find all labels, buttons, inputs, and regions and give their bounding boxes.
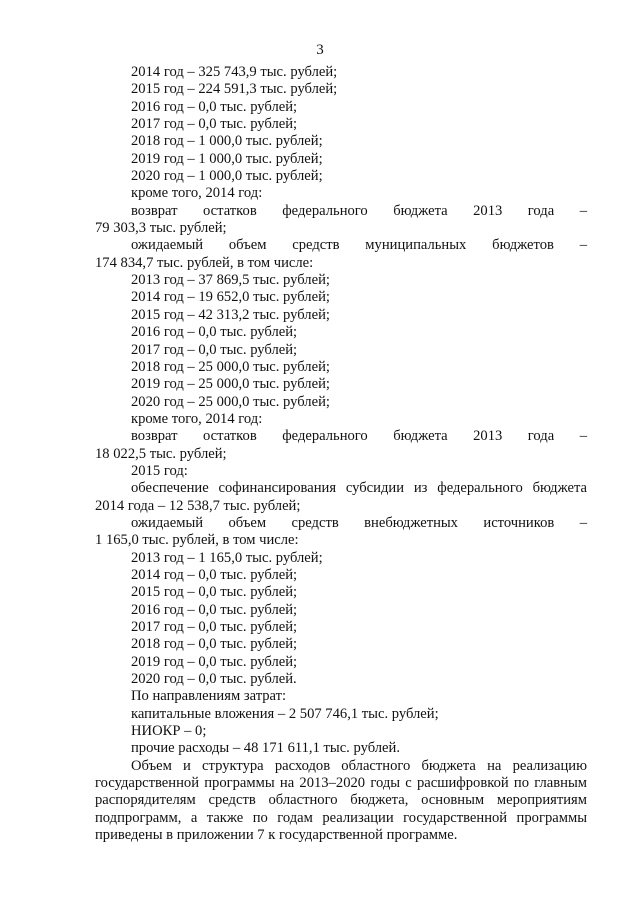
text-line: 2020 год – 1 000,0 тыс. рублей; — [131, 168, 323, 185]
text-line: 2014 год – 19 652,0 тыс. рублей; — [131, 289, 330, 306]
text-line: 2016 год – 0,0 тыс. рублей; — [131, 324, 298, 341]
text-line: 2017 год – 0,0 тыс. рублей; — [131, 116, 298, 133]
text-line: По направлениям затрат: — [131, 688, 287, 705]
text-line: 79 303,3 тыс. рублей; — [95, 220, 227, 237]
text-line: 2017 год – 0,0 тыс. рублей; — [131, 341, 298, 358]
text-line: 2014 год – 0,0 тыс. рублей; — [131, 566, 298, 583]
text-line: возврат остатков федерального бюджета 2013 года – — [131, 428, 587, 445]
text-line: 2013 год – 1 165,0 тыс. рублей; — [131, 549, 323, 566]
text-line: кроме того, 2014 год: — [131, 410, 263, 427]
text-line: 2017 год – 0,0 тыс. рублей; — [131, 619, 298, 635]
budget-lines — [95, 64, 587, 758]
text-line: 2014 год – 325 743,9 тыс. рублей; — [131, 64, 338, 80]
text-line: ожидаемый объем средств внебюджетных источников – — [131, 514, 587, 531]
text-line: 2018 год – 0,0 тыс. рублей; — [131, 636, 298, 653]
text-line: прочие расходы – 48 171 611,1 тыс. рублей. — [131, 740, 400, 757]
page-number: 3 — [316, 42, 324, 58]
text-line: кроме того, 2014 год: — [131, 185, 263, 202]
text-line: капитальные вложения – 2 507 746,1 тыс. рублей; — [131, 705, 439, 722]
text-line: НИОКР – 0; — [131, 723, 207, 740]
text-line: 2015 год – 0,0 тыс. рублей; — [131, 584, 298, 601]
text-line: обеспечение софинансирования субсидии из федерального бюджета — [131, 480, 587, 497]
text-line: 2018 год – 25 000,0 тыс. рублей; — [131, 358, 330, 375]
text-line: 2015 год – 224 591,3 тыс. рублей; — [131, 81, 338, 98]
text-line: 2019 год – 0,0 тыс. рублей; — [131, 653, 298, 670]
text-line: 2019 год – 25 000,0 тыс. рублей; — [131, 376, 330, 393]
text-line: 174 834,7 тыс. рублей, в том числе: — [95, 254, 314, 271]
closing-paragraph: Объем и структура расходов областного бюджета на реализацию государственной программы на 2013–2020 годы с расшифровкой по главным распорядителям средств областного бюджета, основным мероприятиям подпрограмм, а также по годам реализации государственной программы приведены в приложении 7 к государственной программе. — [95, 757, 587, 844]
text-line: 2018 год – 1 000,0 тыс. рублей; — [131, 133, 323, 150]
text-line: 18 022,5 тыс. рублей; — [95, 445, 227, 462]
text-line: возврат остатков федерального бюджета 2013 года – — [131, 202, 587, 219]
text-line: 2016 год – 0,0 тыс. рублей; — [131, 601, 298, 618]
text-line: 2015 год: — [131, 462, 188, 479]
text-line: 2015 год – 42 313,2 тыс. рублей; — [131, 306, 330, 323]
text-line: 2019 год – 1 000,0 тыс. рублей; — [131, 150, 323, 167]
text-line: 2014 года – 12 538,7 тыс. рублей; — [95, 497, 301, 514]
text-line: ожидаемый объем средств муниципальных бюджетов – — [131, 237, 587, 254]
text-line: 1 165,0 тыс. рублей, в том числе: — [95, 532, 299, 549]
text-line: 2016 год – 0,0 тыс. рублей; — [131, 98, 298, 115]
document-body — [95, 64, 587, 844]
text-line: 2020 год – 25 000,0 тыс. рублей; — [131, 393, 330, 410]
text-line: 2020 год – 0,0 тыс. рублей. — [131, 671, 297, 688]
text-line: 2013 год – 37 869,5 тыс. рублей; — [131, 272, 330, 289]
